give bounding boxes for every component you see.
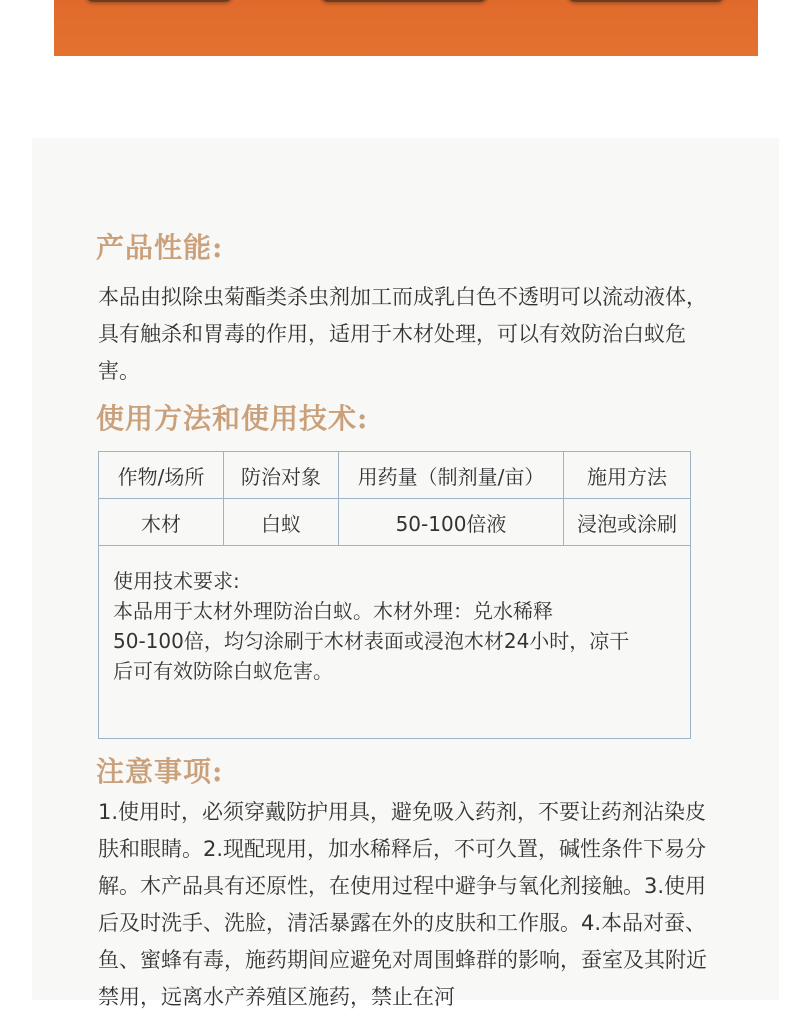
cell-method: 浸泡或涂刷: [564, 499, 691, 546]
performance-heading: 产品性能:: [96, 231, 224, 264]
usage-table: [98, 451, 691, 739]
table-requirements-row: [99, 546, 691, 739]
performance-text: 本品由拟除虫菊酯类杀虫剂加工而成乳白色不透明可以流动液体，具有触杀和胃毒的作用，适用于木材处理，可以有效防治白蚁危害。: [98, 285, 707, 383]
cell-target-pest: 白蚁: [224, 499, 339, 546]
product-bottle-image: [84, 0, 234, 2]
notes-text: 1.使用时，必须穿戴防护用具，避免吸入药剂，不要让药剂沾染皮肤和眼睛。2.现配现用，加水稀释后，不可久置，碱性条件下易分解。木产品具有还原性，在使用过程中避争与氧化剂接触。3.使用后及时洗手、洗脸，清活暴露在外的皮肤和工作服。4.本品对蚕、鱼、蜜蜂有毒，施药期间应避免对周围蜂群的影响，蚕室及其附近禁用，远离水产养殖区施药，禁止在河: [98, 800, 707, 1009]
table-row: [99, 499, 691, 546]
usage-heading: 使用方法和使用技术:: [96, 402, 369, 435]
product-bottle-image: [566, 0, 726, 2]
header-dosage: 用药量（制剂量/亩）: [339, 452, 564, 499]
header-method: 施用方法: [564, 452, 691, 499]
product-bottle-image: [319, 0, 489, 2]
cell-dosage: 50-100倍液: [339, 499, 564, 546]
header-crop-site: 作物/场所: [99, 452, 224, 499]
usage-requirements-text: 使用技术要求: 本品用于太材外理防治白蚁。木材外理：兑水稀释 50-100倍，均匀涂刷于木材表面或浸泡木材24小时，凉干 后可有效防除白蚁危害。: [113, 569, 630, 683]
product-banner: [54, 0, 758, 56]
usage-requirements: [99, 546, 691, 739]
notes-heading: 注意事项:: [96, 755, 224, 788]
table-header-row: [99, 452, 691, 499]
cell-crop-site: 木材: [99, 499, 224, 546]
header-target-pest: 防治对象: [224, 452, 339, 499]
